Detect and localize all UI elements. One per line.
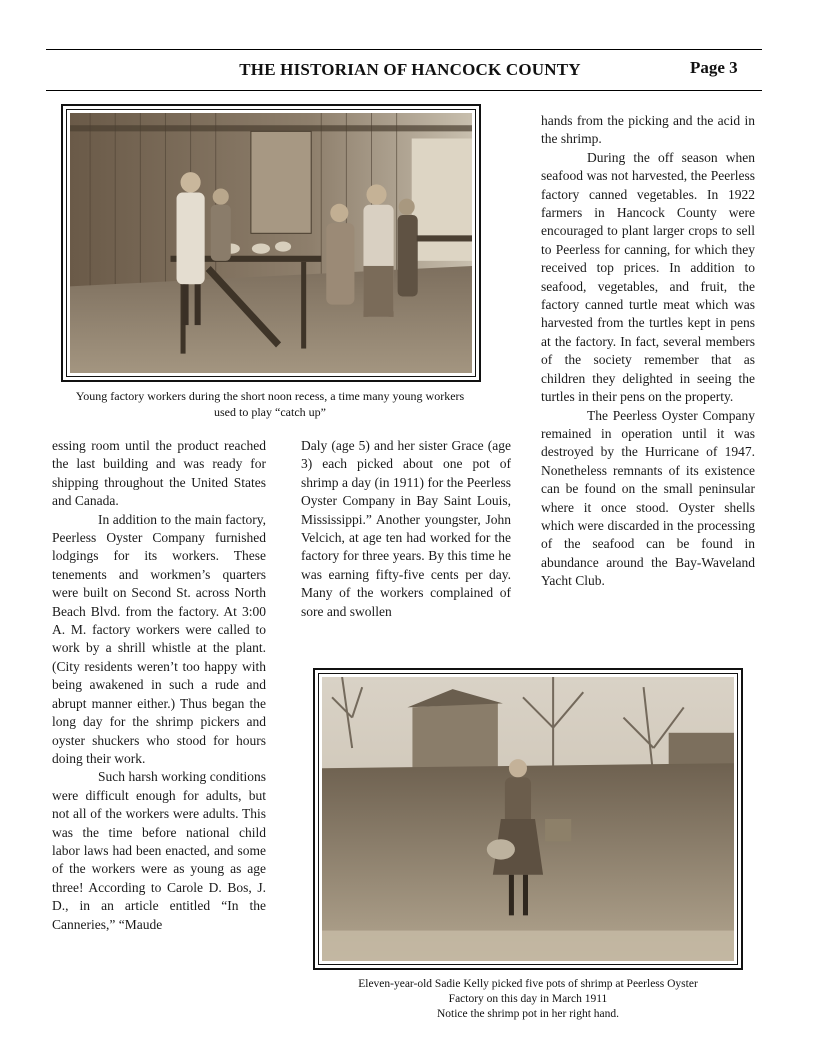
middle-paragraph-1: Daly (age 5) and her sister Grace (age 3) each picked about one pot of shrimp a day (in 1911) for the Peerless Oyster Company in Bay Saint Louis, Mississippi.” Another youngster, John Velcich, at age ten had worked for the factory for three years. By this time he was earning fifty-five cents per day. Many of the workers complained of sore and swollen [301, 438, 511, 619]
left-paragraph-3: Such harsh working conditions were difficult enough for adults, but not all of the workers were adults. This was the time before national child labor laws had been enacted, and some of the workers were as young as age three! According to Carole D. Bos, J. D., in an article entitled “In the Canneries,” “Maude [52, 769, 266, 932]
top-photo-caption: Young factory workers during the short noon recess, a time many young workers used to play “catch up” [75, 389, 465, 419]
right-paragraph-2: During the off season when seafood was not harvested, the Peerless factory canned vegetables. In 1922 farmers in Hancock County were encouraged to plant larger crops to sell to Peerless for canning, for which they received top prices. In addition to seafood, vegetables, and fruit, the factory canned turtle meat which was harvested from the turtles kept in pens at the factory. In fact, several members of the society remember that as children they delighted in seeing the turtles in their pens on the property. [541, 149, 755, 405]
bottom-caption-line-3: Notice the shrimp pot in her right hand. [436, 1008, 620, 1020]
right-paragraph-3: The Peerless Oyster Company remained in operation until it was destroyed by the Hurricane of 1947. Nonetheless remnants of its existence can be found on the small peninsular where it once stood. Oyster shells which were discarded in the processing of the seafood can be found in abundance around the Bay-Waveland Yacht Club. [541, 407, 755, 589]
bottom-photo-caption [313, 977, 743, 1022]
page-number: Page 3 [690, 58, 738, 77]
left-paragraph-1: essing room until the product reached the last building and was ready for shipping throughout the United States and Canada. [52, 438, 266, 509]
right-paragraph-1: hands from the picking and the acid in the shrimp. [541, 113, 755, 147]
middle-column [301, 437, 511, 621]
header-bottom-rule [46, 90, 762, 91]
factory-workers-photo-image [70, 113, 472, 373]
factory-workers-photo [61, 104, 481, 382]
bottom-caption-line-1: Eleven-year-old Sadie Kelly picked five pots of shrimp at Peerless Oyster [358, 978, 698, 990]
right-column [541, 112, 755, 591]
left-paragraph-2: In addition to the main factory, Peerless Oyster Company furnished lodgings for its workers. These tenements and workmen’s quarters were built on Second St. across North Beach Blvd. from the factory. At 3:00 A. M. factory workers were called to work by a shrill whistle at the plant. (City residents weren’t too happy with being awakened in such a rude and abrupt manner either.) Thus began the long day for the shrimp pickers and oyster shuckers who stood for hours doing their work. [52, 511, 266, 766]
left-column [52, 437, 266, 934]
sadie-kelly-photo [313, 668, 743, 970]
sadie-kelly-photo-image [322, 677, 734, 961]
newsletter-title: THE HISTORIAN OF HANCOCK COUNTY [239, 60, 581, 79]
bottom-caption-line-2: Factory on this day in March 1911 [448, 993, 608, 1005]
header-top-rule [46, 49, 762, 50]
